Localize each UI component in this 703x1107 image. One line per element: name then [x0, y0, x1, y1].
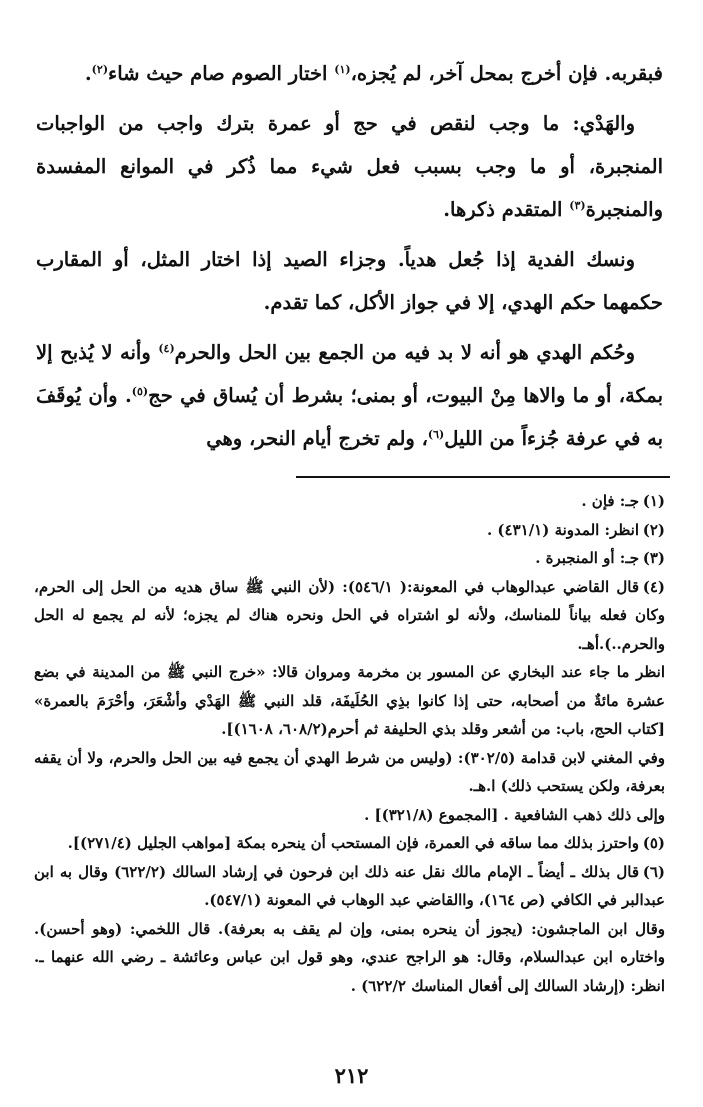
footnote-ref-6: (٦) [427, 428, 445, 441]
footnote-ref-2: (٢) [91, 63, 109, 76]
footnote-6: (٦)قال بذلك ـ أيضاً ـ الإمام مالك نقل عنه ذلك ابن فرحون في إرشاد السالك (٦٢٢/٢) وقال به ابن عبدالبر في الكافي (ص ١٦٤)، واالقاضي عبد الوهاب في المعونة (٥٤٧/١). [34, 862, 665, 909]
main-text [36, 52, 663, 467]
page-number: ٢١٢ [334, 1063, 369, 1088]
footnote-2: (٢)انظر: المدونة (٤٣١/١) . [486, 520, 665, 539]
footnote-4-para-2: انظر ما جاء عند البخاري عن المسور بن مخرمة ومروان قالا: «خرج النبي ﷺ من المدينة في بضع عشرة مائةٌ من أصحابه، حتى إذا كانوا بذِي الحُلَيفَة، قلد النبي ﷺ الهَدْي وأشْعَرَ، وأحْرَمَ بالعمرة» [كتاب الحج، باب: من أشعر وقلد بذي الحليفة ثم أحرم(٦٠٨/٢، ١٦٠٨)]. [34, 663, 665, 738]
footnote-ref-5: (٥) [131, 385, 149, 398]
footnote-1: (١)جـ: فإن . [581, 492, 665, 510]
footnote-6-para-2: وقال ابن الماجشون: (يجوز أن ينحره بمنى، وإن لم يقف به بعرفة). قال اللخمي: (وهو أحسن). واختاره ابن عبدالسلام، وقال: هو الراجح عندي، وهو قول ابن عباس وعائشة ـ رضي الله عنهما ـ. انظر: (إرشاد السالك إلى أفعال المناسك ٦٢٢/٢) . [34, 919, 665, 995]
footnotes [34, 487, 665, 1000]
footnote-divider [296, 476, 670, 478]
paragraph-3: ونسك الفدية إذا جُعل هدياً. وجزاء الصيد إذا اختار المثل، أو المقارب حكمهما حكم الهدي، إلا في جواز الأكل، كما تقدم. [36, 248, 663, 314]
paragraph-4: وحُكم الهدي هو أنه لا بد فيه من الجمع بين الحل والحرم$^{(٤)}$ وأنه لا يُذبح إلا بمكة، أو ما والاها مِنْ البيوت، أو بمنى؛ بشرط أن يُساق في حج$^{(٥)}$. وأن يُوقَفَ به في عرفة جُزءاً من الليل$^{(٦)}$، ولم تخرج أيام النحر، وهي [36, 341, 664, 450]
footnote-5: (٥)واحترز بذلك مما ساقه في العمرة، فإن المستحب أن ينحره بمكة [مواهب الجليل (٢٧١/٤)]. [67, 834, 665, 852]
footnote-4-para-4: وإلى ذلك ذهب الشافعية . [المجموع (٣٢١/٨)] . [364, 805, 665, 824]
footnote-ref-3: (٣) [569, 199, 586, 212]
paragraph-1: فبقربه. فإن أخرج بمحل آخر، لم يُجزه،$^{(١)}$ اختار الصوم صام حيث شاء$^{(٢)}$. [84, 62, 663, 85]
footnote-ref-1: (١) [334, 63, 351, 76]
paragraph-2: والهَدْي: ما وجب لنقص في حج أو عمرة بترك واجب من الواجبات المنجبرة، أو ما وجب بسبب فعل شيء مما ذُكر في الموانع المفسدة والمنجبرة$^{(٣)}$ المتقدم ذكرها. [36, 112, 663, 221]
footnote-4: (٤)قال القاضي عبدالوهاب في المعونة:( ٥٤٦/١): (لأن النبي ﷺ ساق هديه من الحل إلى الحرم، وكان فعله بياناً للمناسك، ولأنه لو اشتراه في الحل ونحره هناك لم يجزه؛ لأنه لم يجمع له الحل والحرم..).أهـ. [34, 577, 665, 653]
footnote-ref-4: (٤) [158, 342, 175, 355]
footnote-3: (٣)جـ: أو المنجبرة . [535, 549, 665, 567]
footnote-4-para-3: وفي المغني لابن قدامة (٣٠٢/٥): (وليس من شرط الهدي أن يجمع فيه بين الحل والحرم، ولا أن يقفه بعرفة، ولكن يستحب ذلك) ا.هـ. [34, 748, 666, 795]
